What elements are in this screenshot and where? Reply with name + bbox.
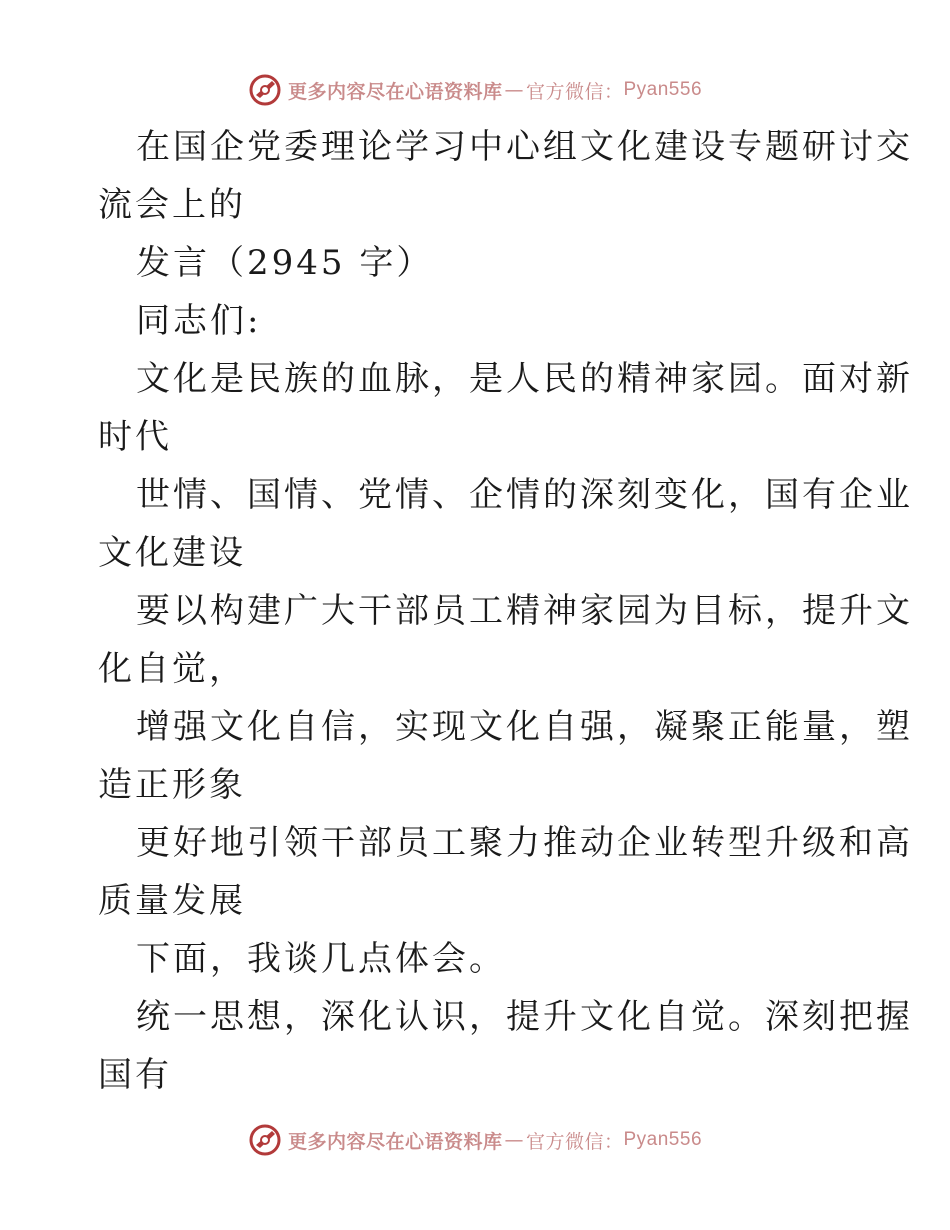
watermark-brand-text: 更多内容尽在心语资料库 [287, 1130, 503, 1153]
paragraph-line-continued: 国有 [98, 1055, 172, 1095]
watermark-wechat-label: 官方微信： [525, 80, 624, 103]
watermark-separator: — [504, 1129, 524, 1151]
paragraph-line-continued: 造正形象 [98, 765, 246, 805]
paragraph-line: 在国企党委理论学习中心组文化建设专题研讨交 [136, 127, 913, 167]
watermark-wechat-handle: Pyan556 [623, 1129, 703, 1150]
paragraph [98, 466, 913, 582]
paragraph [98, 350, 913, 466]
brand-logo-icon [248, 1123, 282, 1157]
paragraph [98, 234, 858, 292]
brand-logo-icon [248, 73, 282, 107]
paragraph-line-continued: 文化建设 [98, 533, 246, 573]
paragraph-line: 增强文化自信，实现文化自强，凝聚正能量，塑 [136, 707, 913, 747]
paragraph-line: 文化是民族的血脉，是人民的精神家园。面对新 [136, 359, 913, 399]
paragraph-line: 更好地引领干部员工聚力推动企业转型升级和高 [136, 823, 913, 863]
paragraph-line-continued: 时代 [98, 417, 172, 457]
watermark-brand-text: 更多内容尽在心语资料库 [287, 80, 503, 103]
paragraph-line: 世情、国情、党情、企情的深刻变化，国有企业 [136, 475, 913, 515]
paragraph [98, 292, 858, 350]
paragraph-line: 同志们: [136, 301, 262, 341]
paragraph-line: 下面，我谈几点体会。 [136, 939, 506, 979]
paragraph-line: 发言（2945 字） [136, 243, 434, 283]
paragraph [98, 988, 913, 1104]
paragraph-line: 要以构建广大干部员工精神家园为目标，提升文 [136, 591, 913, 631]
paragraph [98, 814, 913, 930]
watermark-separator: — [504, 79, 524, 101]
paragraph [98, 582, 913, 698]
paragraph-line: 统一思想，深化认识，提升文化自觉。深刻把握 [136, 997, 913, 1037]
header-watermark [0, 70, 950, 110]
paragraph-line-continued: 流会上的 [98, 185, 246, 225]
watermark-wechat-label: 官方微信： [525, 1130, 624, 1153]
footer-watermark [0, 1120, 950, 1160]
document-body [98, 118, 913, 1104]
paragraph [98, 930, 858, 988]
watermark-wechat-handle: Pyan556 [623, 79, 703, 100]
paragraph [98, 118, 913, 234]
paragraph-line-continued: 质量发展 [98, 881, 246, 921]
paragraph [98, 698, 913, 814]
paragraph-line-continued: 化自觉， [98, 649, 246, 689]
